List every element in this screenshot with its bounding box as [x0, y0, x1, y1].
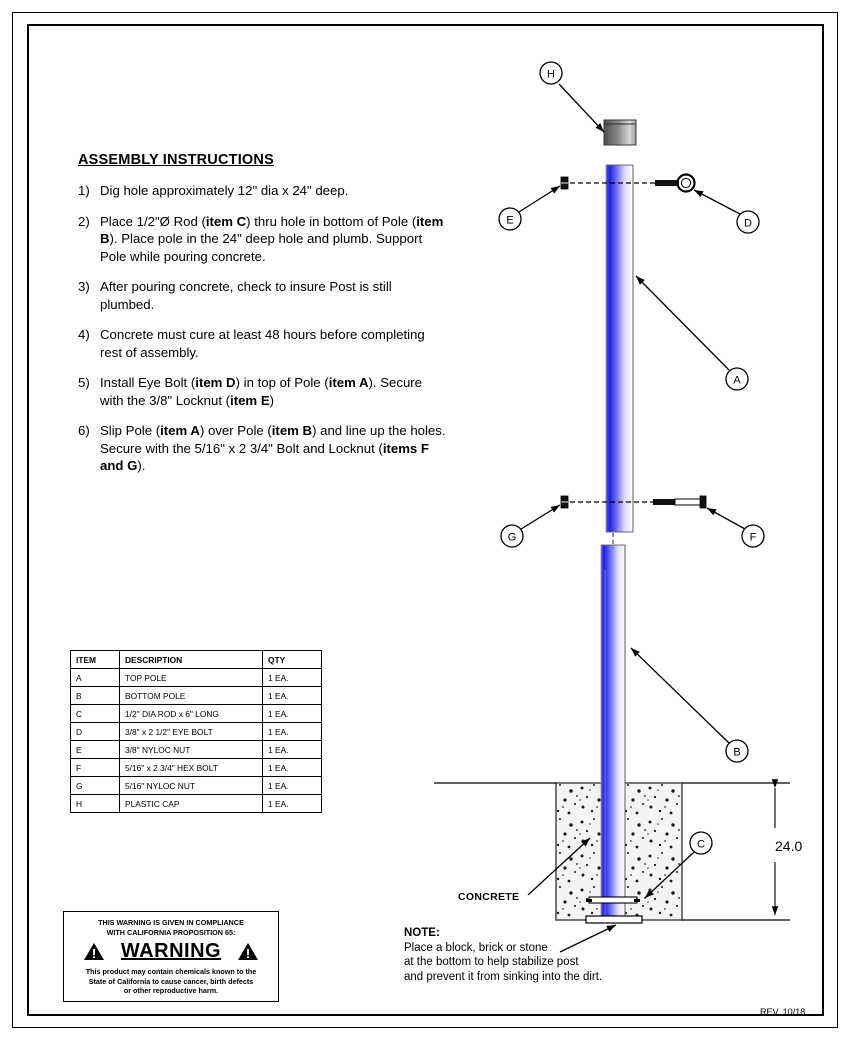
cell-qty: 1 EA. [263, 669, 322, 687]
warning-compliance-line1: THIS WARNING IS GIVEN IN COMPLIANCE [98, 918, 244, 927]
stabilizer-block [586, 916, 642, 923]
cell-item: H [71, 795, 120, 813]
balloon-label-E: E [506, 214, 514, 227]
depth-dimension-label: 24.0 [775, 838, 803, 854]
cell-description: 5/16" NYLOC NUT [120, 777, 263, 795]
step-text: After pouring concrete, check to insure Post is still plumbed. [100, 279, 392, 312]
cell-description: PLASTIC CAP [120, 795, 263, 813]
warning-body-line3: or other reproductive harm. [123, 986, 219, 995]
cell-item: C [71, 705, 120, 723]
cell-qty: 1 EA. [263, 741, 322, 759]
warning-body-line1: This product may contain chemicals known to the [85, 967, 257, 976]
step-number: 4) [78, 327, 90, 342]
cell-description: 3/8" NYLOC NUT [120, 741, 263, 759]
bottom-pole-B [601, 545, 625, 918]
warning-body-line2: State of California to cause cancer, birth defects [88, 976, 254, 986]
step-text: Concrete must cure at least 48 hours before completing rest of assembly. [100, 327, 425, 360]
balloon-leader-E [499, 186, 560, 230]
nyloc-nut-E [561, 177, 568, 189]
balloon-leader-D [694, 190, 759, 233]
balloon-label-C: C [697, 838, 705, 851]
step-number: 1) [78, 183, 90, 198]
block-note-leader [560, 925, 616, 952]
cell-item: E [71, 741, 120, 759]
step-number: 5) [78, 375, 90, 390]
balloon-label-D: D [744, 217, 752, 230]
eye-bolt-D [655, 175, 695, 192]
cell-qty: 1 EA. [263, 687, 322, 705]
step-number: 3) [78, 279, 90, 294]
cell-description: 5/16" x 2 3/4" HEX BOLT [120, 759, 263, 777]
step-text: Place 1/2"Ø Rod (item C) thru hole in bottom of Pole (item B). Place pole in the 24" deep hole and plumb. Support Pole while pouring concrete. [100, 213, 444, 264]
balloon-leader-B [631, 648, 748, 762]
cell-description: BOTTOM POLE [120, 687, 263, 705]
balloon-label-H: H [547, 68, 555, 81]
column-header-item: ITEM [71, 651, 120, 669]
balloon-label-A: A [733, 374, 741, 387]
note-line-3: and prevent it from sinking into the dirt. [404, 970, 603, 983]
balloon-leader-F [707, 508, 764, 547]
balloon-label-G: G [507, 531, 517, 544]
balloon-label-F: F [749, 531, 757, 544]
hex-bolt-F [653, 496, 706, 508]
balloon-leader-H [540, 62, 604, 132]
step-text: Install Eye Bolt (item D) in top of Pole (item A). Secure with the 3/8" Locknut (item E) [100, 375, 423, 408]
rod-C [586, 897, 640, 903]
step-text: Slip Pole (item A) over Pole (item B) and line up the holes. Secure with the 5/16" x 2 3/4" Bolt and Locknut (items F and G). [100, 423, 446, 473]
cell-item: G [71, 777, 120, 795]
step-text: Dig hole approximately 12" dia x 24" deep. [100, 183, 349, 198]
column-header-description: DESCRIPTION [120, 651, 263, 669]
cell-item: B [71, 687, 120, 705]
warning-compliance-line2: WITH CALIFORNIA PROPOSITION 65: [106, 927, 236, 937]
cell-qty: 1 EA. [263, 723, 322, 741]
balloon-leader-G [501, 505, 560, 547]
balloon-leader-A [636, 276, 748, 390]
column-header-qty: QTY [263, 651, 322, 669]
cell-qty: 1 EA. [263, 777, 322, 795]
cell-qty: 1 EA. [263, 705, 322, 723]
plastic-cap-H [604, 120, 636, 145]
warning-headline: WARNING [120, 940, 222, 962]
step-number: 2) [78, 213, 90, 229]
cell-item: D [71, 723, 120, 741]
cell-qty: 1 EA. [263, 759, 322, 777]
nyloc-nut-G [561, 496, 568, 508]
top-pole-A [606, 165, 633, 532]
note-line-2: at the bottom to help stabilize post [404, 956, 579, 968]
cell-item: F [71, 759, 120, 777]
revision-stamp: REV. 10/18 [760, 1007, 806, 1017]
cell-description: 3/8" x 2 1/2" EYE BOLT [120, 723, 263, 741]
step-number: 6) [78, 423, 90, 438]
concrete-label: CONCRETE [458, 891, 520, 903]
note-line-1: Place a block, brick or stone [404, 941, 548, 954]
cell-description: TOP POLE [120, 669, 263, 687]
cell-qty: 1 EA. [263, 795, 322, 813]
cell-description: 1/2" DIA ROD x 6" LONG [120, 705, 263, 723]
instructions-title: ASSEMBLY INSTRUCTIONS [78, 152, 274, 168]
cell-item: A [71, 669, 120, 687]
note-label: NOTE: [404, 927, 440, 939]
balloon-label-B: B [733, 746, 741, 759]
